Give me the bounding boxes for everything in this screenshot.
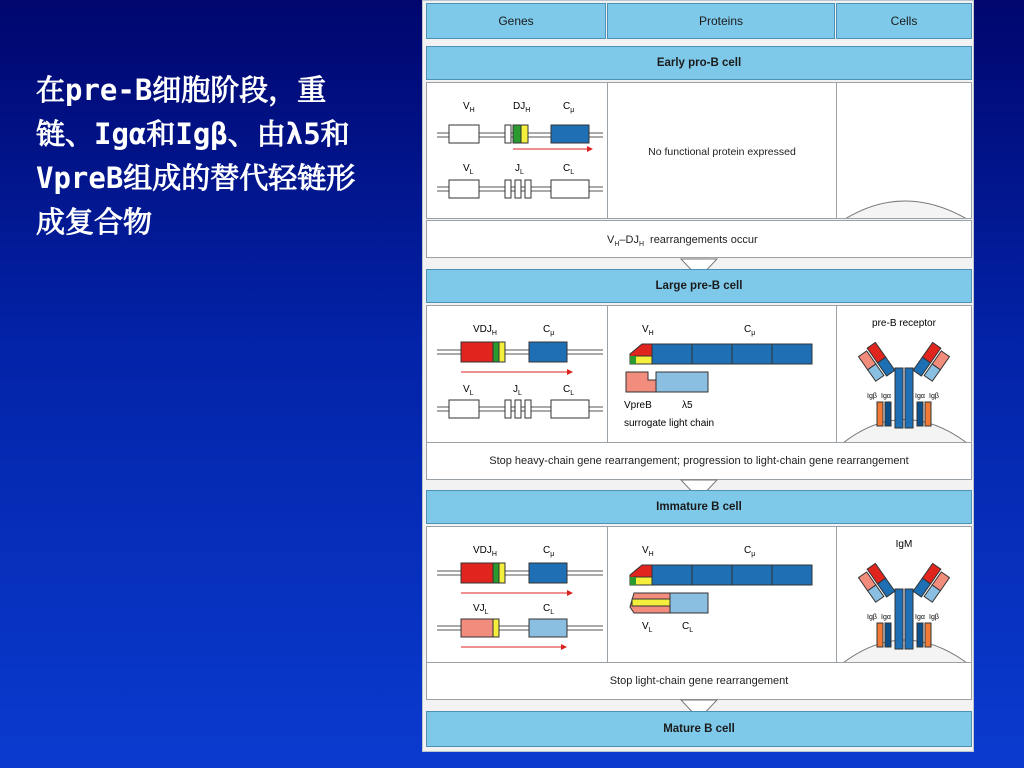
- immature-genes-diagram: [427, 527, 608, 662]
- svg-text:VpreB: VpreB: [624, 400, 652, 411]
- large-caption: Stop heavy-chain gene rearrangement; progression to light-chain gene rearrangement: [426, 442, 972, 480]
- large-stage-panel: [426, 305, 972, 443]
- svg-text:VDJH: $VDJ_H$: [473, 545, 497, 558]
- svg-text:VL: $V_L$: [463, 384, 474, 397]
- proteins-header: Proteins: [607, 3, 835, 39]
- svg-text:Cμ: $C_\mu$: [563, 101, 575, 114]
- large-proteins-cell: [608, 306, 837, 442]
- svg-text:Igα: Igα: [881, 614, 891, 621]
- early-genes-cell: [427, 83, 608, 218]
- svg-text:Igα: Igα: [881, 393, 891, 400]
- svg-text:CL: $C_L$: [682, 621, 694, 634]
- pre-b-receptor-icon: [837, 306, 971, 442]
- svg-text:VH: $V_H$: [642, 545, 654, 558]
- slide-text: 在pre-B细胞阶段，重链、Igα和Igβ、由λ5和VpreB组成的替代轻链形成复合物: [36, 73, 356, 239]
- svg-text:VH: $V_H$: [642, 324, 654, 337]
- immature-stage-panel: [426, 526, 972, 663]
- large-pre-b-title: Large pre-B cell: [426, 269, 972, 303]
- no-protein-text: No functional protein expressed: [648, 146, 796, 158]
- svg-text:Igβ: Igβ: [929, 614, 939, 621]
- early-caption: [426, 220, 972, 258]
- svg-text:VJL: $VJ_L$: [473, 603, 489, 616]
- svg-text:VL: $V_L$: [463, 163, 474, 176]
- cell-membrane-icon: [845, 201, 967, 218]
- early-pro-b-title: Early pro-B cell: [426, 46, 972, 80]
- svg-text:Igβ: Igβ: [867, 393, 877, 400]
- svg-text:Cμ: $C_\mu$: [744, 324, 756, 337]
- svg-text:JL: $J_L$: [515, 163, 524, 176]
- large-genes-diagram: [427, 306, 608, 442]
- igm-receptor-icon: [837, 527, 971, 662]
- igm-chains: [608, 527, 837, 662]
- immature-caption: Stop light-chain gene rearrangement: [426, 662, 972, 700]
- immature-b-title: Immature B cell: [426, 490, 972, 524]
- svg-text:VDJH: $VDJ_H$: [473, 324, 497, 337]
- immature-proteins-cell: [608, 527, 837, 662]
- svg-text:IgM: IgM: [895, 539, 913, 550]
- svg-text:CL: $C_L$: [563, 384, 575, 397]
- svg-text:Cμ: $C_\mu$: [543, 545, 555, 558]
- svg-text:Igβ: Igβ: [929, 393, 939, 400]
- svg-text:CL: $C_L$: [563, 163, 575, 176]
- genes-header: Genes: [426, 3, 606, 39]
- svg-text:VH–DJHrearrangements occur: $V_H-DJ_H$ rearrangements occur: [607, 234, 758, 248]
- svg-text:Igβ: Igβ: [867, 614, 877, 621]
- early-stage-panel: [426, 82, 972, 219]
- cells-header: Cells: [836, 3, 972, 39]
- svg-text:VH: $V_H$: [463, 101, 475, 114]
- immature-cells-cell: [837, 527, 971, 662]
- svg-text:λ5: λ5: [682, 400, 693, 411]
- svg-text:Igα: Igα: [915, 614, 925, 621]
- svg-text:VL: $V_L$: [642, 621, 653, 634]
- early-genes-diagram: [427, 83, 608, 218]
- early-proteins-cell: [608, 83, 837, 218]
- immature-genes-cell: [427, 527, 608, 662]
- large-genes-cell: [427, 306, 608, 442]
- svg-text:Igα: Igα: [915, 393, 925, 400]
- svg-text:CL: $C_L$: [543, 603, 555, 616]
- svg-text:pre-B receptor: pre-B receptor: [872, 318, 936, 329]
- svg-text:DJH: $DJ_H$: [513, 101, 531, 114]
- svg-text:Cμ: $C_\mu$: [744, 545, 756, 558]
- large-cells-cell: [837, 306, 971, 442]
- b-cell-development-figure: [422, 0, 974, 752]
- early-cells-cell: [837, 83, 971, 218]
- pre-b-receptor-chains: [608, 306, 837, 442]
- mature-b-title: Mature B cell: [426, 711, 972, 747]
- svg-text:Cμ: $C_\mu$: [543, 324, 555, 337]
- svg-text:JL: $J_L$: [513, 384, 522, 397]
- svg-text:surrogate light chain: surrogate light chain: [624, 418, 715, 429]
